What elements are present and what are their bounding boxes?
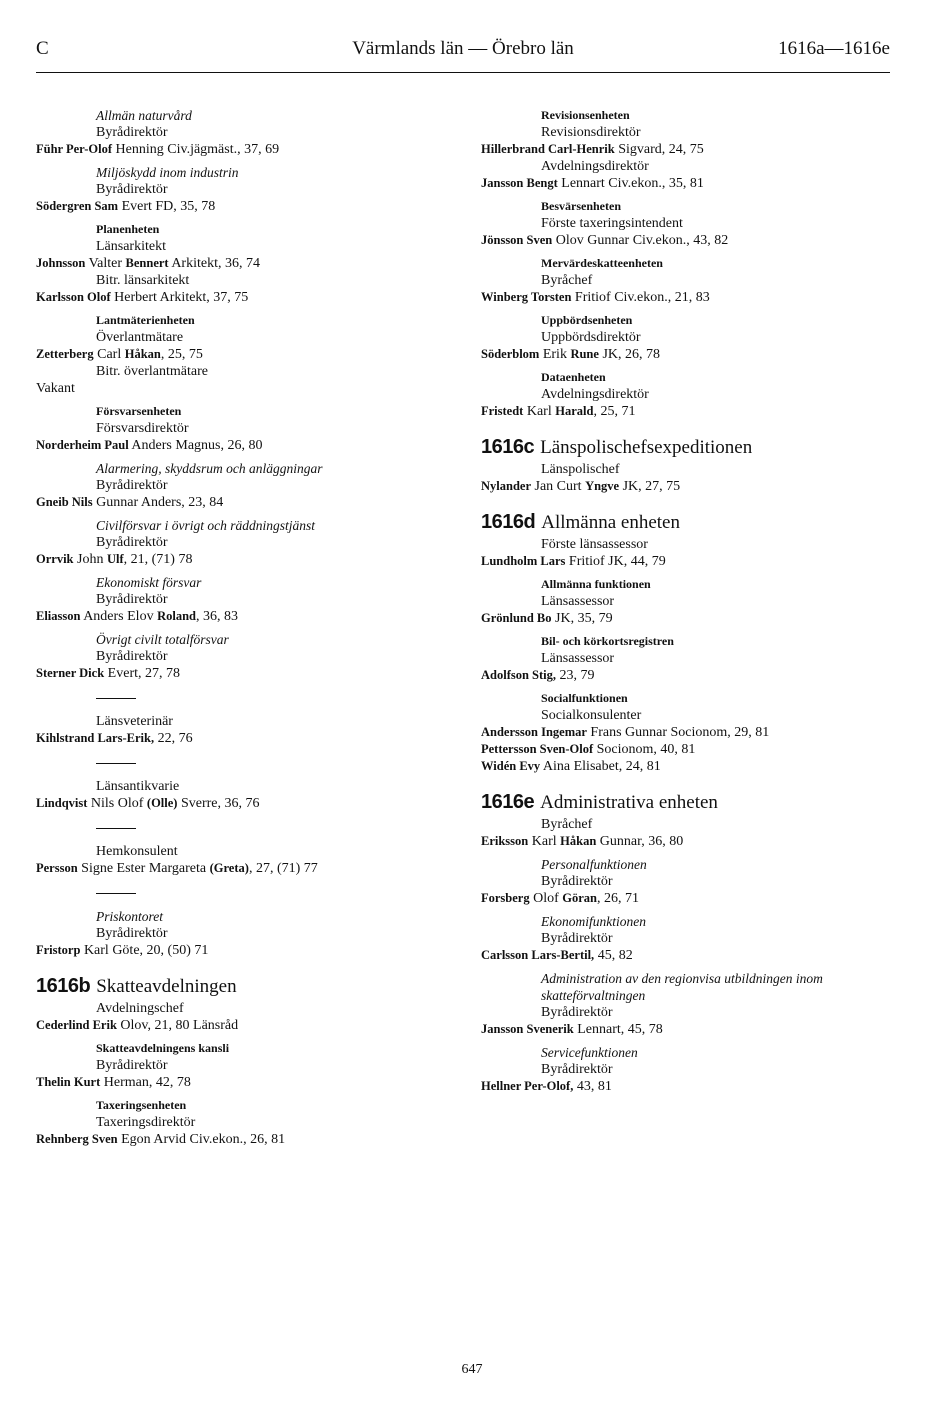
person-details: Gunnar Anders, 23, 84 <box>92 495 224 510</box>
section-name: Administrativa enheten <box>540 792 718 813</box>
person-entry <box>36 665 456 682</box>
subunit-heading: Administration av den regionvisa utbildningen inom skatteförvaltningen <box>541 971 823 1003</box>
job-title: Socialkonsulenter <box>541 708 642 723</box>
job-title: Byråchef <box>541 273 593 288</box>
section-code: 1616c <box>481 436 535 458</box>
person-details: Evert, 27, 78 <box>104 666 180 681</box>
job-title: Byrådirektör <box>96 182 168 197</box>
person-name: Zetterberg <box>36 347 94 361</box>
person-details: John <box>73 552 107 567</box>
person-name: Widén Evy <box>481 759 541 773</box>
person-name: Håkan <box>560 834 597 848</box>
person-details: 45, 82 <box>594 948 633 963</box>
person-name: Rune <box>570 347 599 361</box>
person-details: Karl <box>523 404 556 419</box>
person-name: Sterner Dick <box>36 666 105 680</box>
person-name: (Greta) <box>209 861 249 875</box>
person-details: Vakant <box>36 381 75 396</box>
job-title: Bitr. överlantmätare <box>96 364 208 379</box>
person-entry <box>481 289 911 306</box>
person-entry <box>481 403 911 420</box>
subunit-heading: Servicefunktionen <box>541 1045 638 1060</box>
person-name: Jansson Bengt <box>481 176 558 190</box>
job-title: Uppbördsdirektör <box>541 330 641 345</box>
person-details: 23, 79 <box>556 668 595 683</box>
separator-rule <box>96 763 136 764</box>
job-title: Överlantmätare <box>96 330 184 345</box>
job-title: Avdelningschef <box>96 1001 184 1016</box>
section-code: 1616d <box>481 511 536 533</box>
header-range: 1616a—1616e <box>778 38 890 59</box>
job-title: Förste länsassessor <box>541 537 648 552</box>
person-name: Lundholm Lars <box>481 554 566 568</box>
person-details: JK, 26, 78 <box>598 347 660 362</box>
person-details: Anders Elov <box>80 609 158 624</box>
subunit-heading: Alarmering, skyddsrum och anläggningar <box>96 461 323 476</box>
person-name: Pettersson Sven-Olof <box>481 742 594 756</box>
person-entry <box>481 346 911 363</box>
section-code: 1616b <box>36 975 91 997</box>
unit-heading: Dataenheten <box>541 370 606 384</box>
unit-heading: Besvärsenheten <box>541 199 621 213</box>
person-entry <box>36 437 456 454</box>
header-title: Värmlands län — Örebro län <box>352 38 574 59</box>
person-entry <box>36 198 456 215</box>
person-details: Erik <box>539 347 571 362</box>
person-entry <box>36 730 456 747</box>
person-name: Norderheim Paul <box>36 438 129 452</box>
separator-rule <box>96 828 136 829</box>
separator-rule <box>96 893 136 894</box>
job-title: Byrådirektör <box>541 1062 613 1077</box>
person-details: , 36, 83 <box>195 609 238 624</box>
person-details: Socionom, 40, 81 <box>593 742 696 757</box>
section-code: 1616e <box>481 791 535 813</box>
person-name: Lindqvist <box>36 796 88 810</box>
person-name: Führ Per-Olof <box>36 142 113 156</box>
person-details: Signe Ester Margareta <box>77 861 210 876</box>
person-entry <box>36 1017 456 1034</box>
section-heading <box>481 791 911 814</box>
person-name: Thelin Kurt <box>36 1075 101 1089</box>
person-entry <box>481 833 911 850</box>
person-name: Cederlind Erik <box>36 1018 117 1032</box>
job-title: Byrådirektör <box>96 926 168 941</box>
unit-heading: Socialfunktionen <box>541 691 628 705</box>
unit-heading: Skatteavdelningens kansli <box>96 1041 230 1055</box>
job-title: Länsassessor <box>541 651 615 666</box>
section-name: Skatteavdelningen <box>96 976 237 997</box>
person-entry <box>481 610 911 627</box>
person-entry <box>36 1131 456 1148</box>
person-entry <box>481 947 911 964</box>
person-entry <box>481 890 911 907</box>
unit-heading: Revisionsenheten <box>541 108 630 122</box>
job-title: Byrådirektör <box>96 592 168 607</box>
person-name: Fristedt <box>481 404 524 418</box>
person-details: JK, 27, 75 <box>619 479 681 494</box>
person-name: Göran <box>562 891 598 905</box>
person-name: Nylander <box>481 479 531 493</box>
person-entry <box>36 551 456 568</box>
person-entry <box>36 1074 456 1091</box>
person-details: Frans Gunnar Socionom, 29, 81 <box>586 725 770 740</box>
person-details: Carl <box>93 347 125 362</box>
person-details: Lennart, 45, 78 <box>573 1022 663 1037</box>
job-title: Avdelningsdirektör <box>541 159 649 174</box>
person-entry <box>481 232 911 249</box>
job-title: Byrådirektör <box>541 874 613 889</box>
person-entry <box>36 860 456 877</box>
person-entry <box>36 346 456 363</box>
left-column <box>36 101 456 1148</box>
person-details: Henning Civ.jägmäst., 37, 69 <box>112 142 280 157</box>
person-entry <box>36 289 456 306</box>
person-name: Bennert <box>125 256 169 270</box>
person-entry <box>36 942 456 959</box>
job-title: Länsantikvarie <box>96 779 180 794</box>
job-title: Byrådirektör <box>96 649 168 664</box>
person-name: Eriksson <box>481 834 529 848</box>
person-details: , 27, (71) 77 <box>248 861 318 876</box>
job-title: Revisionsdirektör <box>541 125 641 140</box>
unit-heading: Lantmäterienheten <box>96 313 195 327</box>
person-details: JK, 35, 79 <box>551 611 613 626</box>
header-left: C <box>36 38 49 59</box>
person-name: Jansson Svenerik <box>481 1022 574 1036</box>
person-name: Karlsson Olof <box>36 290 111 304</box>
person-entry <box>481 553 911 570</box>
section-name: Länspolischefsexpeditionen <box>540 437 753 458</box>
unit-heading: Planenheten <box>96 222 160 236</box>
person-entry <box>36 795 456 812</box>
person-entry <box>481 1078 911 1095</box>
person-entry <box>36 380 456 397</box>
subunit-heading: Personalfunktionen <box>541 857 647 872</box>
person-name: Eliasson <box>36 609 81 623</box>
person-name: Johnsson <box>36 256 86 270</box>
person-name: Roland <box>157 609 196 623</box>
job-title: Byrådirektör <box>541 1005 613 1020</box>
subunit-heading: Ekonomiskt försvar <box>96 575 202 590</box>
job-title: Avdelningsdirektör <box>541 387 649 402</box>
person-name: Södergren Sam <box>36 199 119 213</box>
subunit-heading: Övrigt civilt totalförsvar <box>96 632 229 647</box>
job-title: Byråchef <box>541 817 593 832</box>
person-details: Egon Arvid Civ.ekon., 26, 81 <box>117 1132 286 1147</box>
person-entry <box>481 741 911 758</box>
person-details: Herman, 42, 78 <box>100 1075 191 1090</box>
person-details: Fritiof Civ.ekon., 21, 83 <box>571 290 710 305</box>
person-details: Olof <box>529 891 563 906</box>
job-title: Länsassessor <box>541 594 615 609</box>
person-name: Jönsson Sven <box>481 233 553 247</box>
person-name: Hellner Per-Olof, <box>481 1079 574 1093</box>
person-name: Fristorp <box>36 943 81 957</box>
section-heading <box>36 975 456 998</box>
job-title: Taxeringsdirektör <box>96 1115 196 1130</box>
job-title: Byrådirektör <box>541 931 613 946</box>
person-details: Evert FD, 35, 78 <box>118 199 216 214</box>
person-name: Persson <box>36 861 78 875</box>
person-name: Yngve <box>585 479 620 493</box>
person-details: Anders Magnus, 26, 80 <box>128 438 263 453</box>
section-heading <box>481 511 911 534</box>
person-name: Adolfson Stig, <box>481 668 557 682</box>
job-title: Försvarsdirektör <box>96 421 189 436</box>
separator-rule <box>96 698 136 699</box>
person-details: , 26, 71 <box>597 891 640 906</box>
person-details: Olov, 21, 80 Länsråd <box>116 1018 239 1033</box>
subunit-heading: Allmän naturvård <box>96 108 192 123</box>
person-name: Håkan <box>124 347 161 361</box>
unit-heading: Bil- och körkortsregistren <box>541 634 674 648</box>
job-title: Länspolischef <box>541 462 620 477</box>
person-name: Kihlstrand Lars-Erik, <box>36 731 155 745</box>
person-entry <box>481 667 911 684</box>
person-details: 22, 76 <box>154 731 193 746</box>
job-title: Hemkonsulent <box>96 844 178 859</box>
person-name: Ulf <box>106 552 124 566</box>
person-details: Nils Olof <box>87 796 147 811</box>
job-title: Förste taxeringsintendent <box>541 216 683 231</box>
person-details: Valter <box>85 256 126 271</box>
person-details: Gunnar, 36, 80 <box>596 834 684 849</box>
subunit-heading: Miljöskydd inom industrin <box>96 165 239 180</box>
right-column <box>481 101 911 1095</box>
person-details: Olov Gunnar Civ.ekon., 43, 82 <box>552 233 729 248</box>
subunit-heading: Priskontoret <box>96 909 163 924</box>
person-entry <box>36 141 456 158</box>
person-entry <box>36 494 456 511</box>
person-details: Fritiof JK, 44, 79 <box>565 554 666 569</box>
person-details: Herbert Arkitekt, 37, 75 <box>110 290 249 305</box>
job-title: Byrådirektör <box>96 535 168 550</box>
person-entry <box>36 608 456 625</box>
job-title: Länsarkitekt <box>96 239 166 254</box>
person-details: Arkitekt, 36, 74 <box>168 256 260 271</box>
job-title: Bitr. länsarkitekt <box>96 273 190 288</box>
person-details: , 25, 75 <box>160 347 203 362</box>
person-name: Forsberg <box>481 891 530 905</box>
person-details: Karl Göte, 20, (50) 71 <box>80 943 209 958</box>
person-details: , 25, 71 <box>593 404 636 419</box>
unit-heading: Mervärdeskatteenheten <box>541 256 663 270</box>
person-name: Winberg Torsten <box>481 290 572 304</box>
person-name: Gneib Nils <box>36 495 93 509</box>
person-entry <box>481 724 911 741</box>
person-entry <box>481 175 911 192</box>
person-details: , 21, (71) 78 <box>123 552 193 567</box>
person-details: 43, 81 <box>573 1079 612 1094</box>
page-number: 647 <box>461 1362 483 1377</box>
job-title: Byrådirektör <box>96 1058 168 1073</box>
person-details: Karl <box>528 834 561 849</box>
person-details: Sverre, 36, 76 <box>177 796 260 811</box>
person-name: Grönlund Bo <box>481 611 552 625</box>
header-rule <box>36 72 890 73</box>
person-entry <box>481 758 911 775</box>
person-name: (Olle) <box>146 796 178 810</box>
job-title: Byrådirektör <box>96 125 168 140</box>
section-name: Allmänna enheten <box>541 512 680 533</box>
person-details: Aina Elisabet, 24, 81 <box>540 759 661 774</box>
person-name: Harald <box>555 404 594 418</box>
job-title: Länsveterinär <box>96 714 173 729</box>
person-name: Orrvik <box>36 552 74 566</box>
unit-heading: Taxeringsenheten <box>96 1098 187 1112</box>
person-entry <box>36 255 456 272</box>
person-name: Hillerbrand Carl-Henrik <box>481 142 615 156</box>
person-entry <box>481 141 911 158</box>
unit-heading: Uppbördsenheten <box>541 313 633 327</box>
page-header <box>36 38 890 68</box>
job-title: Byrådirektör <box>96 478 168 493</box>
person-entry <box>481 1021 911 1038</box>
person-details: Sigvard, 24, 75 <box>614 142 704 157</box>
unit-heading: Allmänna funktionen <box>541 577 651 591</box>
person-entry <box>481 478 911 495</box>
person-name: Söderblom <box>481 347 540 361</box>
subunit-heading: Ekonomifunktionen <box>541 914 646 929</box>
person-name: Andersson Ingemar <box>481 725 587 739</box>
person-details: Jan Curt <box>531 479 586 494</box>
section-heading <box>481 436 911 459</box>
person-name: Rehnberg Sven <box>36 1132 118 1146</box>
subunit-heading: Civilförsvar i övrigt och räddningstjänst <box>96 518 316 533</box>
person-name: Carlsson Lars-Bertil, <box>481 948 595 962</box>
unit-heading: Försvarsenheten <box>96 404 182 418</box>
person-details: Lennart Civ.ekon., 35, 81 <box>557 176 704 191</box>
